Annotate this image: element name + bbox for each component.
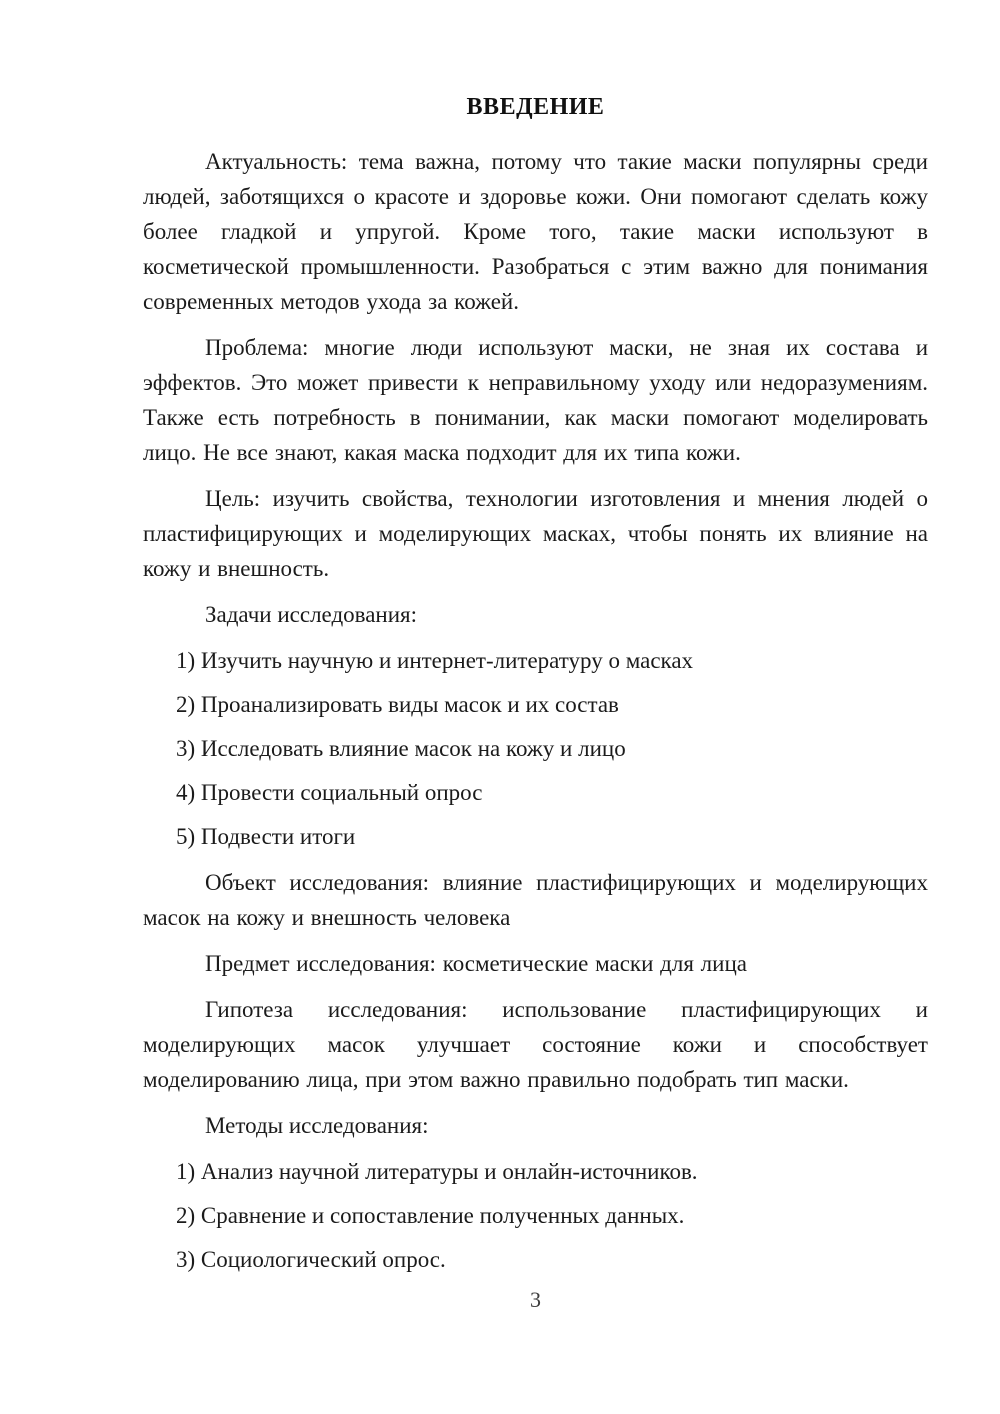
list-item: 5) Подвести итоги — [176, 824, 356, 849]
paragraph-problem: Проблема: многие люди используют маски, не зная их состава и эффектов. Это может привести к неправильному уходу или недоразумениям. Также есть потребность в понимании, как маски помогают моделировать лицо. Не все знают, какая маска подходит для их типа кожи. — [143, 335, 928, 465]
tasks-heading: Задачи исследования: — [205, 602, 418, 627]
paragraph-object: Объект исследования: влияние пластифицирующих и моделирующих масок на кожу и внешность человека — [143, 870, 928, 930]
paragraph-goal: Цель: изучить свойства, технологии изготовления и мнения людей о пластифицирующих и моделирующих масках, чтобы понять их влияние на кожу и внешность. — [143, 486, 928, 581]
paragraph-subject: Предмет исследования: косметические маски для лица — [205, 951, 747, 976]
list-item: 3) Исследовать влияние масок на кожу и лицо — [176, 736, 626, 761]
page-number: 3 — [530, 1287, 541, 1312]
paragraph-relevance: Актуальность: тема важна, потому что такие маски популярны среди людей, заботящихся о красоте и здоровье кожи. Они помогают сделать кожу более гладкой и упругой. Кроме того, такие маски используют в косметической промышленности. Разобраться с этим важно для понимания современных методов ухода за кожей. — [143, 149, 928, 314]
list-item: 2) Проанализировать виды масок и их состав — [176, 692, 619, 717]
list-item: 2) Сравнение и сопоставление полученных данных. — [176, 1203, 685, 1228]
tasks-list — [143, 643, 928, 854]
methods-list — [143, 1154, 928, 1277]
list-item: 3) Социологический опрос. — [176, 1247, 446, 1272]
list-item: 4) Провести социальный опрос — [176, 780, 483, 805]
page-title: ВВЕДЕНИЕ — [466, 94, 605, 120]
list-item: 1) Изучить научную и интернет-литературу о масках — [176, 648, 694, 673]
list-item: 1) Анализ научной литературы и онлайн-источников. — [176, 1159, 698, 1184]
methods-heading: Методы исследования: — [205, 1113, 429, 1138]
paragraph-hypothesis: Гипотеза исследования: использование пластифицирующих и моделирующих масок улучшает состояние кожи и способствует моделированию лица, при этом важно правильно подобрать тип маски. — [143, 997, 928, 1092]
